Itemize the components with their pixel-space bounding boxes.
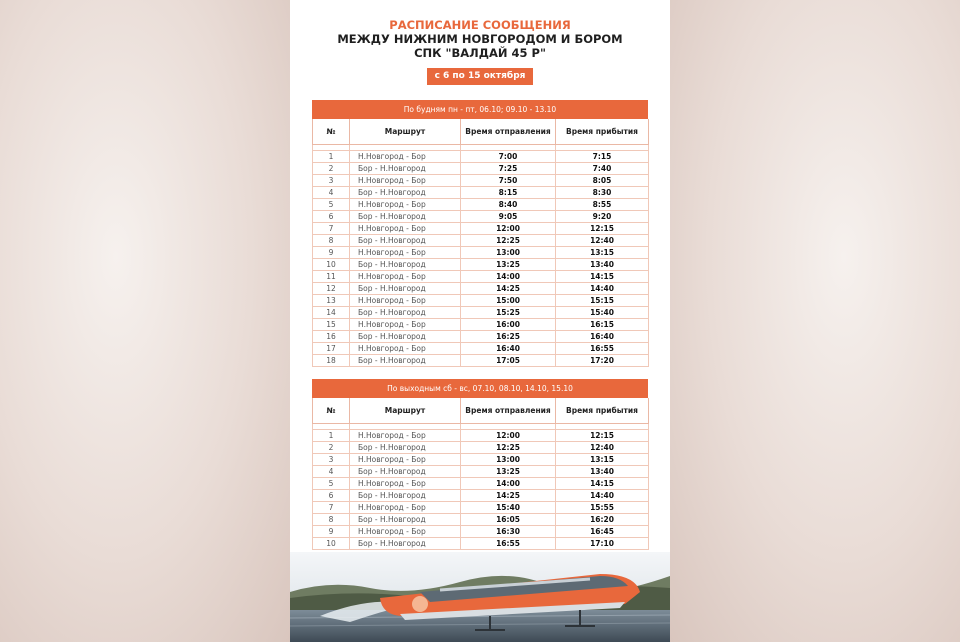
route: Бор - Н.Новгород: [350, 355, 461, 367]
table-row: [313, 319, 649, 331]
table-row: [313, 442, 649, 454]
trip-number: 9: [313, 247, 350, 259]
trip-number: 10: [313, 538, 350, 550]
trip-number: 4: [313, 187, 350, 199]
route: Бор - Н.Новгород: [350, 163, 461, 175]
arrival-time: 14:15: [556, 478, 649, 490]
table-row: [313, 295, 649, 307]
trip-number: 7: [313, 223, 350, 235]
table-row: [313, 199, 649, 211]
table-row: [313, 514, 649, 526]
trip-number: 16: [313, 331, 350, 343]
trip-number: 10: [313, 259, 350, 271]
arrival-time: 15:40: [556, 307, 649, 319]
departure-time: 12:00: [461, 223, 556, 235]
table-row: [313, 502, 649, 514]
route: Н.Новгород - Бор: [350, 223, 461, 235]
hydrofoil-boat-photo: [290, 552, 670, 642]
trip-number: 13: [313, 295, 350, 307]
table-row: [313, 223, 649, 235]
table-row: [313, 454, 649, 466]
arrival-time: 17:10: [556, 538, 649, 550]
route: Н.Новгород - Бор: [350, 151, 461, 163]
table-row: [313, 466, 649, 478]
vessel-name: СПК "ВАЛДАЙ 45 Р": [414, 46, 546, 60]
col-header-route: Маршрут: [350, 119, 461, 145]
trip-number: 2: [313, 442, 350, 454]
trip-number: 12: [313, 283, 350, 295]
departure-time: 12:25: [461, 235, 556, 247]
table-row: [313, 163, 649, 175]
background-right: [670, 0, 960, 642]
arrival-time: 15:55: [556, 502, 649, 514]
trip-number: 18: [313, 355, 350, 367]
trip-number: 14: [313, 307, 350, 319]
table-header-row: [313, 398, 649, 424]
route: Н.Новгород - Бор: [350, 319, 461, 331]
table-row: [313, 355, 649, 367]
departure-time: 8:40: [461, 199, 556, 211]
trip-number: 3: [313, 175, 350, 187]
route: Бор - Н.Новгород: [350, 538, 461, 550]
trip-number: 4: [313, 466, 350, 478]
route: Бор - Н.Новгород: [350, 514, 461, 526]
trip-number: 3: [313, 454, 350, 466]
arrival-time: 12:15: [556, 430, 649, 442]
weekend-schedule: [312, 379, 648, 550]
arrival-time: 15:15: [556, 295, 649, 307]
table-row: [313, 235, 649, 247]
trip-number: 6: [313, 490, 350, 502]
route: Бор - Н.Новгород: [350, 259, 461, 271]
schedule-poster: [290, 0, 670, 642]
table-header-row: [313, 119, 649, 145]
route: Н.Новгород - Бор: [350, 454, 461, 466]
table-row: [313, 151, 649, 163]
arrival-time: 7:15: [556, 151, 649, 163]
table-row: [313, 430, 649, 442]
departure-time: 13:25: [461, 466, 556, 478]
weekday-caption: По будням пн - пт, 06.10; 09.10 - 13.10: [312, 100, 648, 119]
departure-time: 14:25: [461, 283, 556, 295]
departure-time: 14:25: [461, 490, 556, 502]
departure-time: 16:55: [461, 538, 556, 550]
arrival-time: 13:15: [556, 454, 649, 466]
route: Н.Новгород - Бор: [350, 430, 461, 442]
arrival-time: 8:05: [556, 175, 649, 187]
table-row: [313, 490, 649, 502]
route: Н.Новгород - Бор: [350, 247, 461, 259]
route: Бор - Н.Новгород: [350, 283, 461, 295]
table-row: [313, 175, 649, 187]
trip-number: 1: [313, 151, 350, 163]
route: Н.Новгород - Бор: [350, 271, 461, 283]
trip-number: 8: [313, 514, 350, 526]
departure-time: 15:00: [461, 295, 556, 307]
arrival-time: 12:40: [556, 235, 649, 247]
route: Бор - Н.Новгород: [350, 187, 461, 199]
route: Бор - Н.Новгород: [350, 235, 461, 247]
departure-time: 16:05: [461, 514, 556, 526]
route: Н.Новгород - Бор: [350, 502, 461, 514]
arrival-time: 12:15: [556, 223, 649, 235]
col-header-number: №: [313, 398, 350, 424]
weekday-schedule: [312, 100, 648, 367]
departure-time: 16:25: [461, 331, 556, 343]
trip-number: 17: [313, 343, 350, 355]
table-row: [313, 211, 649, 223]
route: Н.Новгород - Бор: [350, 295, 461, 307]
table-row: [313, 478, 649, 490]
departure-time: 13:00: [461, 247, 556, 259]
col-header-arrival: Время прибытия: [556, 398, 649, 424]
arrival-time: 9:20: [556, 211, 649, 223]
arrival-time: 14:15: [556, 271, 649, 283]
route: Бор - Н.Новгород: [350, 490, 461, 502]
col-header-route: Маршрут: [350, 398, 461, 424]
col-header-arrival: Время прибытия: [556, 119, 649, 145]
departure-time: 14:00: [461, 478, 556, 490]
table-row: [313, 187, 649, 199]
departure-time: 7:25: [461, 163, 556, 175]
poster-subtitle: МЕЖДУ НИЖНИМ НОВГОРОДОМ И БОРОМ: [337, 32, 623, 46]
trip-number: 11: [313, 271, 350, 283]
route: Н.Новгород - Бор: [350, 478, 461, 490]
date-range-badge: с 6 по 15 октября: [427, 68, 533, 85]
route: Бор - Н.Новгород: [350, 307, 461, 319]
arrival-time: 8:30: [556, 187, 649, 199]
trip-number: 6: [313, 211, 350, 223]
arrival-time: 14:40: [556, 490, 649, 502]
departure-time: 15:25: [461, 307, 556, 319]
route: Н.Новгород - Бор: [350, 199, 461, 211]
route: Н.Новгород - Бор: [350, 175, 461, 187]
trip-number: 9: [313, 526, 350, 538]
departure-time: 16:40: [461, 343, 556, 355]
departure-time: 12:00: [461, 430, 556, 442]
departure-time: 7:50: [461, 175, 556, 187]
departure-time: 16:00: [461, 319, 556, 331]
departure-time: 8:15: [461, 187, 556, 199]
weekday-table: [312, 119, 649, 367]
table-row: [313, 283, 649, 295]
trip-number: 15: [313, 319, 350, 331]
trip-number: 5: [313, 199, 350, 211]
arrival-time: 16:55: [556, 343, 649, 355]
route: Бор - Н.Новгород: [350, 331, 461, 343]
route: Н.Новгород - Бор: [350, 343, 461, 355]
trip-number: 5: [313, 478, 350, 490]
table-row: [313, 307, 649, 319]
departure-time: 12:25: [461, 442, 556, 454]
arrival-time: 13:15: [556, 247, 649, 259]
arrival-time: 16:40: [556, 331, 649, 343]
table-row: [313, 271, 649, 283]
route: Бор - Н.Новгород: [350, 211, 461, 223]
route: Бор - Н.Новгород: [350, 466, 461, 478]
arrival-time: 13:40: [556, 259, 649, 271]
departure-time: 17:05: [461, 355, 556, 367]
departure-time: 13:25: [461, 259, 556, 271]
table-row: [313, 331, 649, 343]
trip-number: 7: [313, 502, 350, 514]
arrival-time: 16:20: [556, 514, 649, 526]
table-row: [313, 259, 649, 271]
departure-time: 16:30: [461, 526, 556, 538]
arrival-time: 8:55: [556, 199, 649, 211]
table-row: [313, 247, 649, 259]
background-left: [0, 0, 290, 642]
trip-number: 1: [313, 430, 350, 442]
route: Бор - Н.Новгород: [350, 442, 461, 454]
route: Н.Новгород - Бор: [350, 526, 461, 538]
arrival-time: 13:40: [556, 466, 649, 478]
arrival-time: 12:40: [556, 442, 649, 454]
arrival-time: 17:20: [556, 355, 649, 367]
departure-time: 13:00: [461, 454, 556, 466]
trip-number: 8: [313, 235, 350, 247]
table-row: [313, 526, 649, 538]
col-header-departure: Время отправления: [461, 119, 556, 145]
departure-time: 7:00: [461, 151, 556, 163]
arrival-time: 7:40: [556, 163, 649, 175]
weekend-caption: По выходным сб - вс, 07.10, 08.10, 14.10, 15.10: [312, 379, 648, 398]
departure-time: 9:05: [461, 211, 556, 223]
poster-title: РАСПИСАНИЕ СООБЩЕНИЯ: [389, 18, 571, 32]
col-header-departure: Время отправления: [461, 398, 556, 424]
departure-time: 14:00: [461, 271, 556, 283]
trip-number: 2: [313, 163, 350, 175]
col-header-number: №: [313, 119, 350, 145]
arrival-time: 16:15: [556, 319, 649, 331]
table-row: [313, 343, 649, 355]
table-row: [313, 538, 649, 550]
weekend-table: [312, 398, 649, 550]
arrival-time: 16:45: [556, 526, 649, 538]
departure-time: 15:40: [461, 502, 556, 514]
arrival-time: 14:40: [556, 283, 649, 295]
